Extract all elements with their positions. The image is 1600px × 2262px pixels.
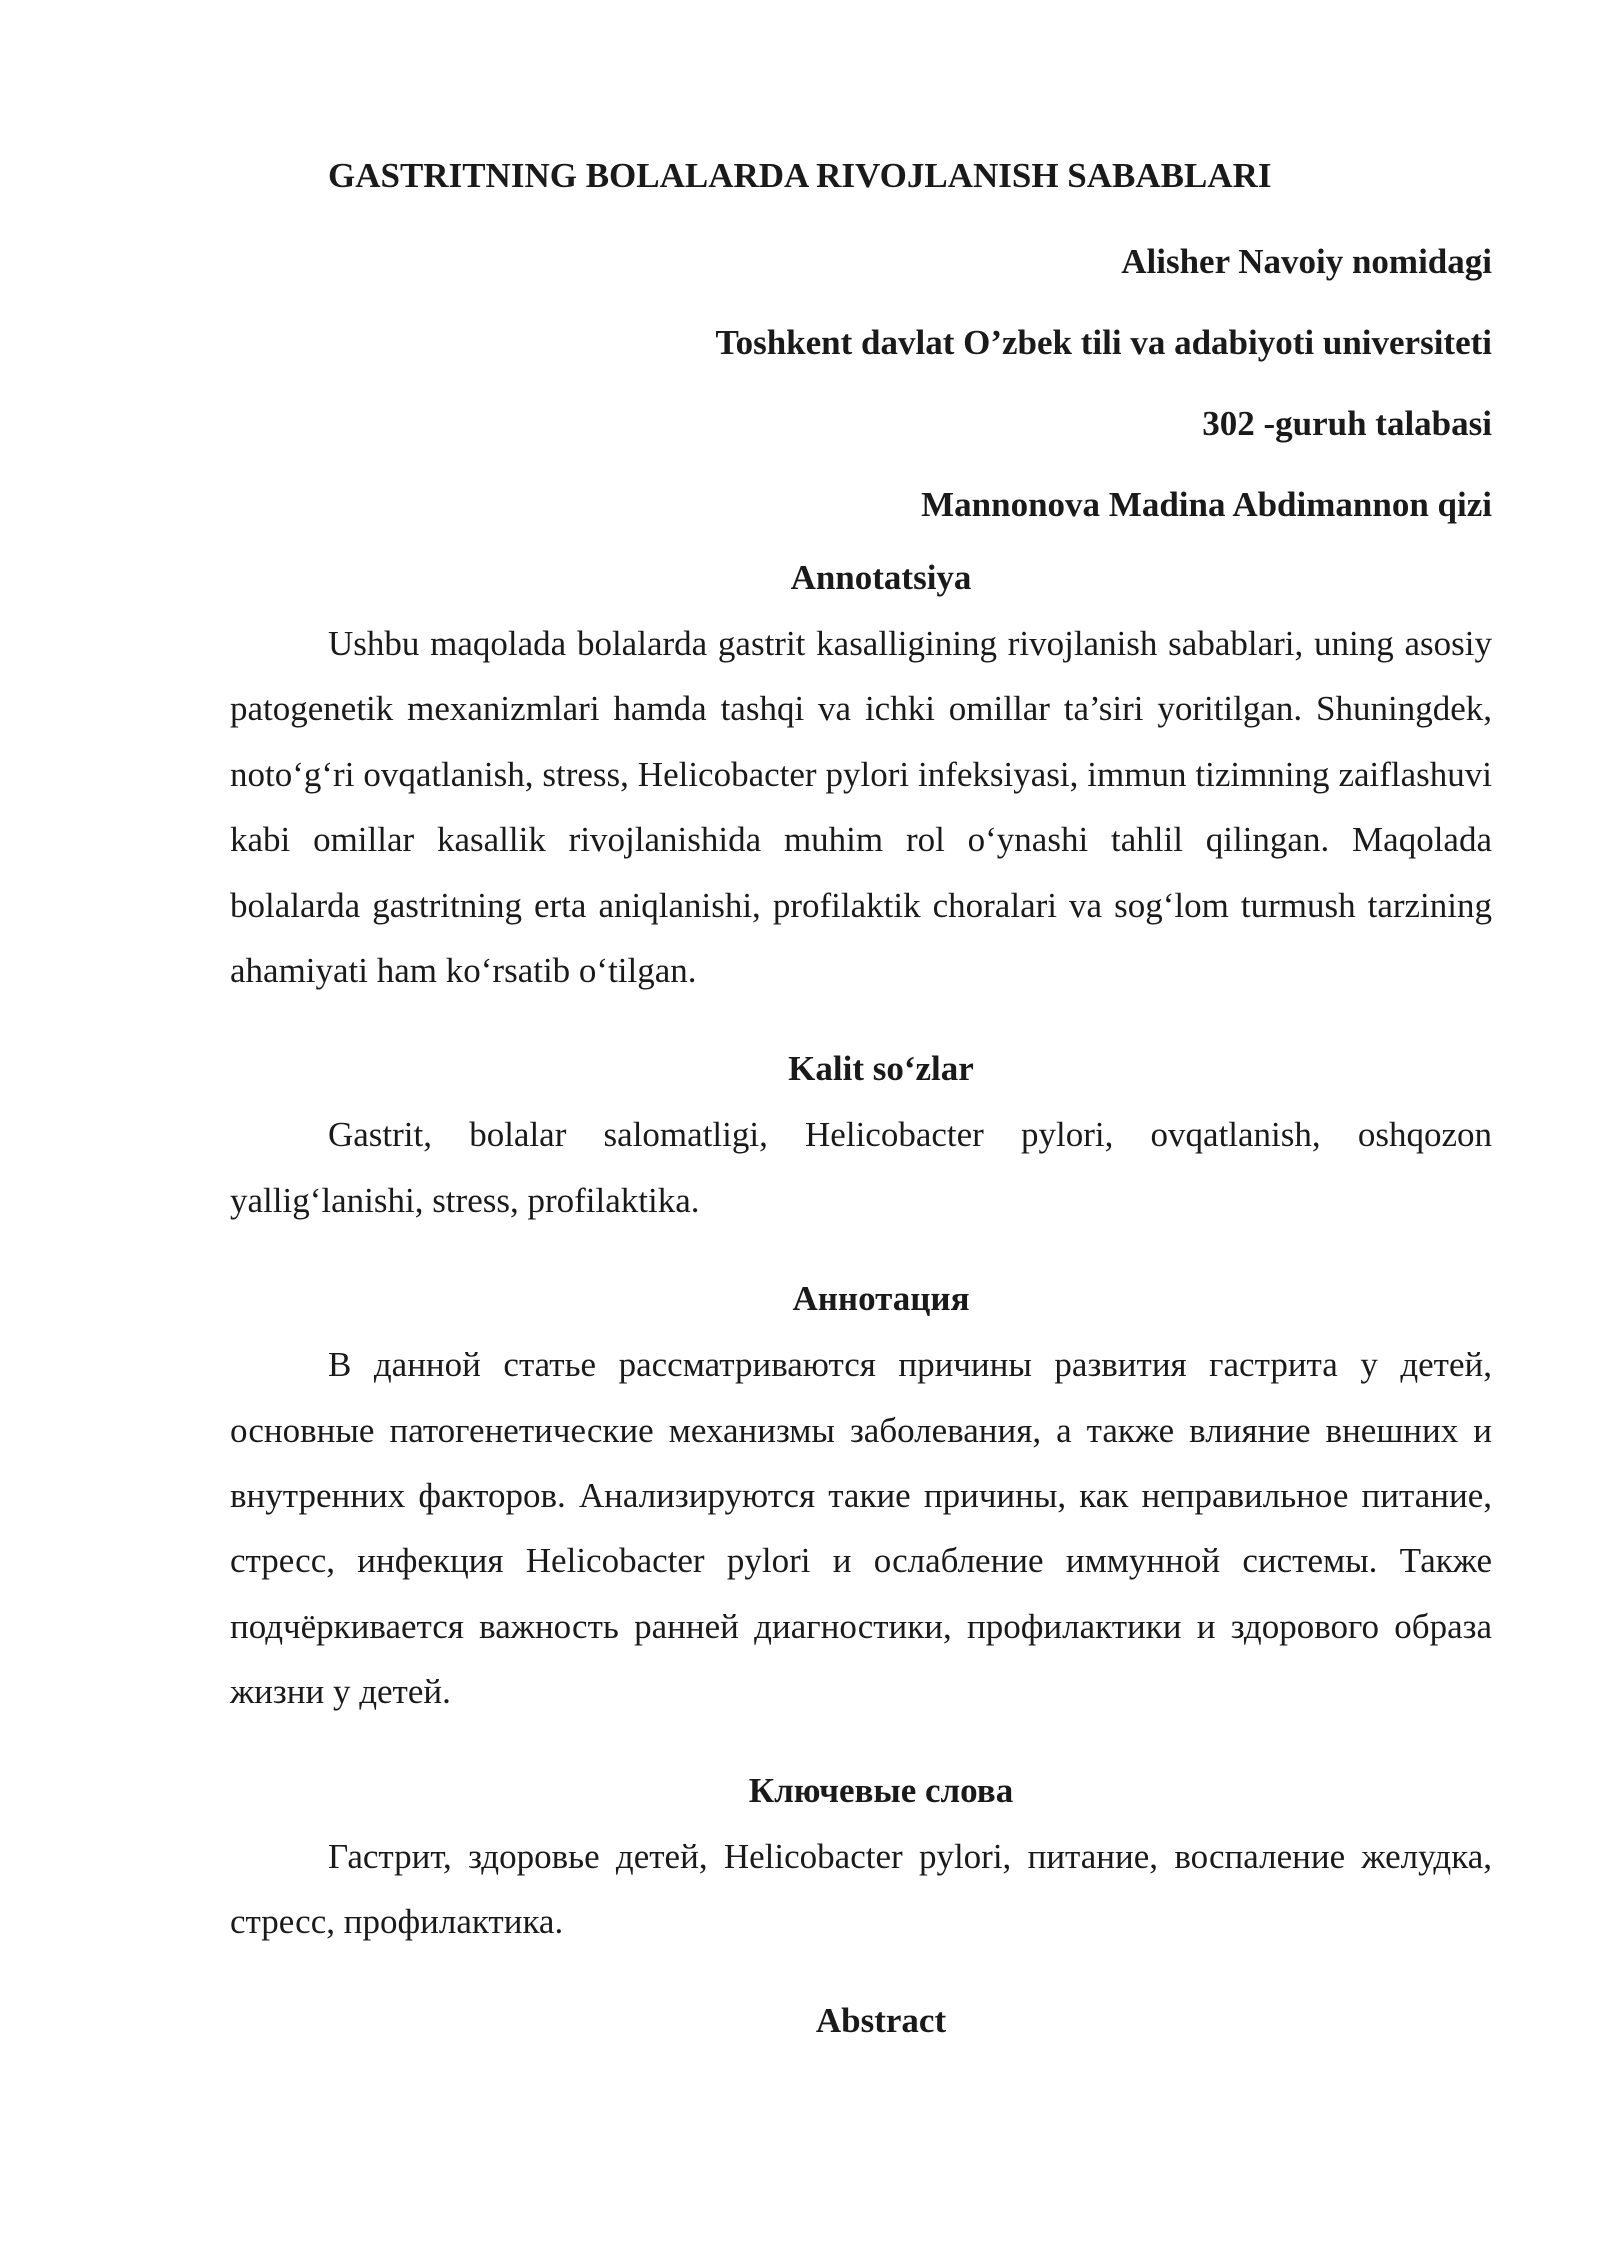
document-title: GASTRITNING BOLALARDA RIVOJLANISH SABABLARI (328, 156, 1272, 195)
document-page (230, 140, 1492, 2054)
author-affiliation-line-1: Alisher Navoiy nomidagi (1121, 242, 1492, 281)
section-text-annotatsiya: Ushbu maqolada bolalarda gastrit kasalligining rivojlanish sabablari, uning asosiy patogenetik mexanizmlari hamda tashqi va ichki omillar ta’siri yoritilgan. Shuningdek, noto‘g‘ri ovqatlanish, stress, Helicobacter pylori infeksiyasi, immun tizimning zaiflashuvi kabi omillar kasallik rivojlanishida muhim rol o‘ynashi tahlil qilingan. Maqolada bolalarda gastritning erta aniqlanishi, profilaktik choralari va sog‘lom turmush tarzining ahamiyati ham ko‘rsatib o‘tilgan. (230, 624, 1492, 991)
author-affiliation-line-2: Toshkent davlat O’zbek tili va adabiyoti universiteti (715, 323, 1492, 362)
author-group-line: 302 -guruh talabasi (1202, 404, 1492, 443)
section-text-kalit-sozlar: Gastrit, bolalar salomatligi, Helicobacter pylori, ovqatlanish, oshqozon yallig‘lanishi, stress, profilaktika. (230, 1115, 1492, 1220)
section-heading-annotatsiya: Annotatsiya (790, 558, 972, 597)
author-name-line: Mannonova Madina Abdimannon qizi (921, 485, 1492, 524)
section-heading-kalit-sozlar: Kalit so‘zlar (788, 1049, 974, 1089)
section-heading-abstract: Abstract (815, 2000, 947, 2040)
section-heading-annotatsiya-ru: Аннотация (792, 1279, 970, 1319)
section-text-annotatsiya-ru: В данной статье рассматриваются причины развития гастрита у детей, основные патогенетические механизмы заболевания, а также влияние внешних и внутренних факторов. Анализируются такие причины, как неправильное питание, стресс, инфекция Helicobacter pylori и ослабление иммунной системы. Также подчёркивается важность ранней диагностики, профилактики и здорового образа жизни у детей. (230, 1345, 1492, 1712)
section-text-klyuchevye-slova: Гастрит, здоровье детей, Helicobacter pylori, питание, воспаление желудка, стресс, профилактика. (230, 1836, 1492, 1942)
section-heading-klyuchevye-slova: Ключевые слова (748, 1770, 1014, 1810)
